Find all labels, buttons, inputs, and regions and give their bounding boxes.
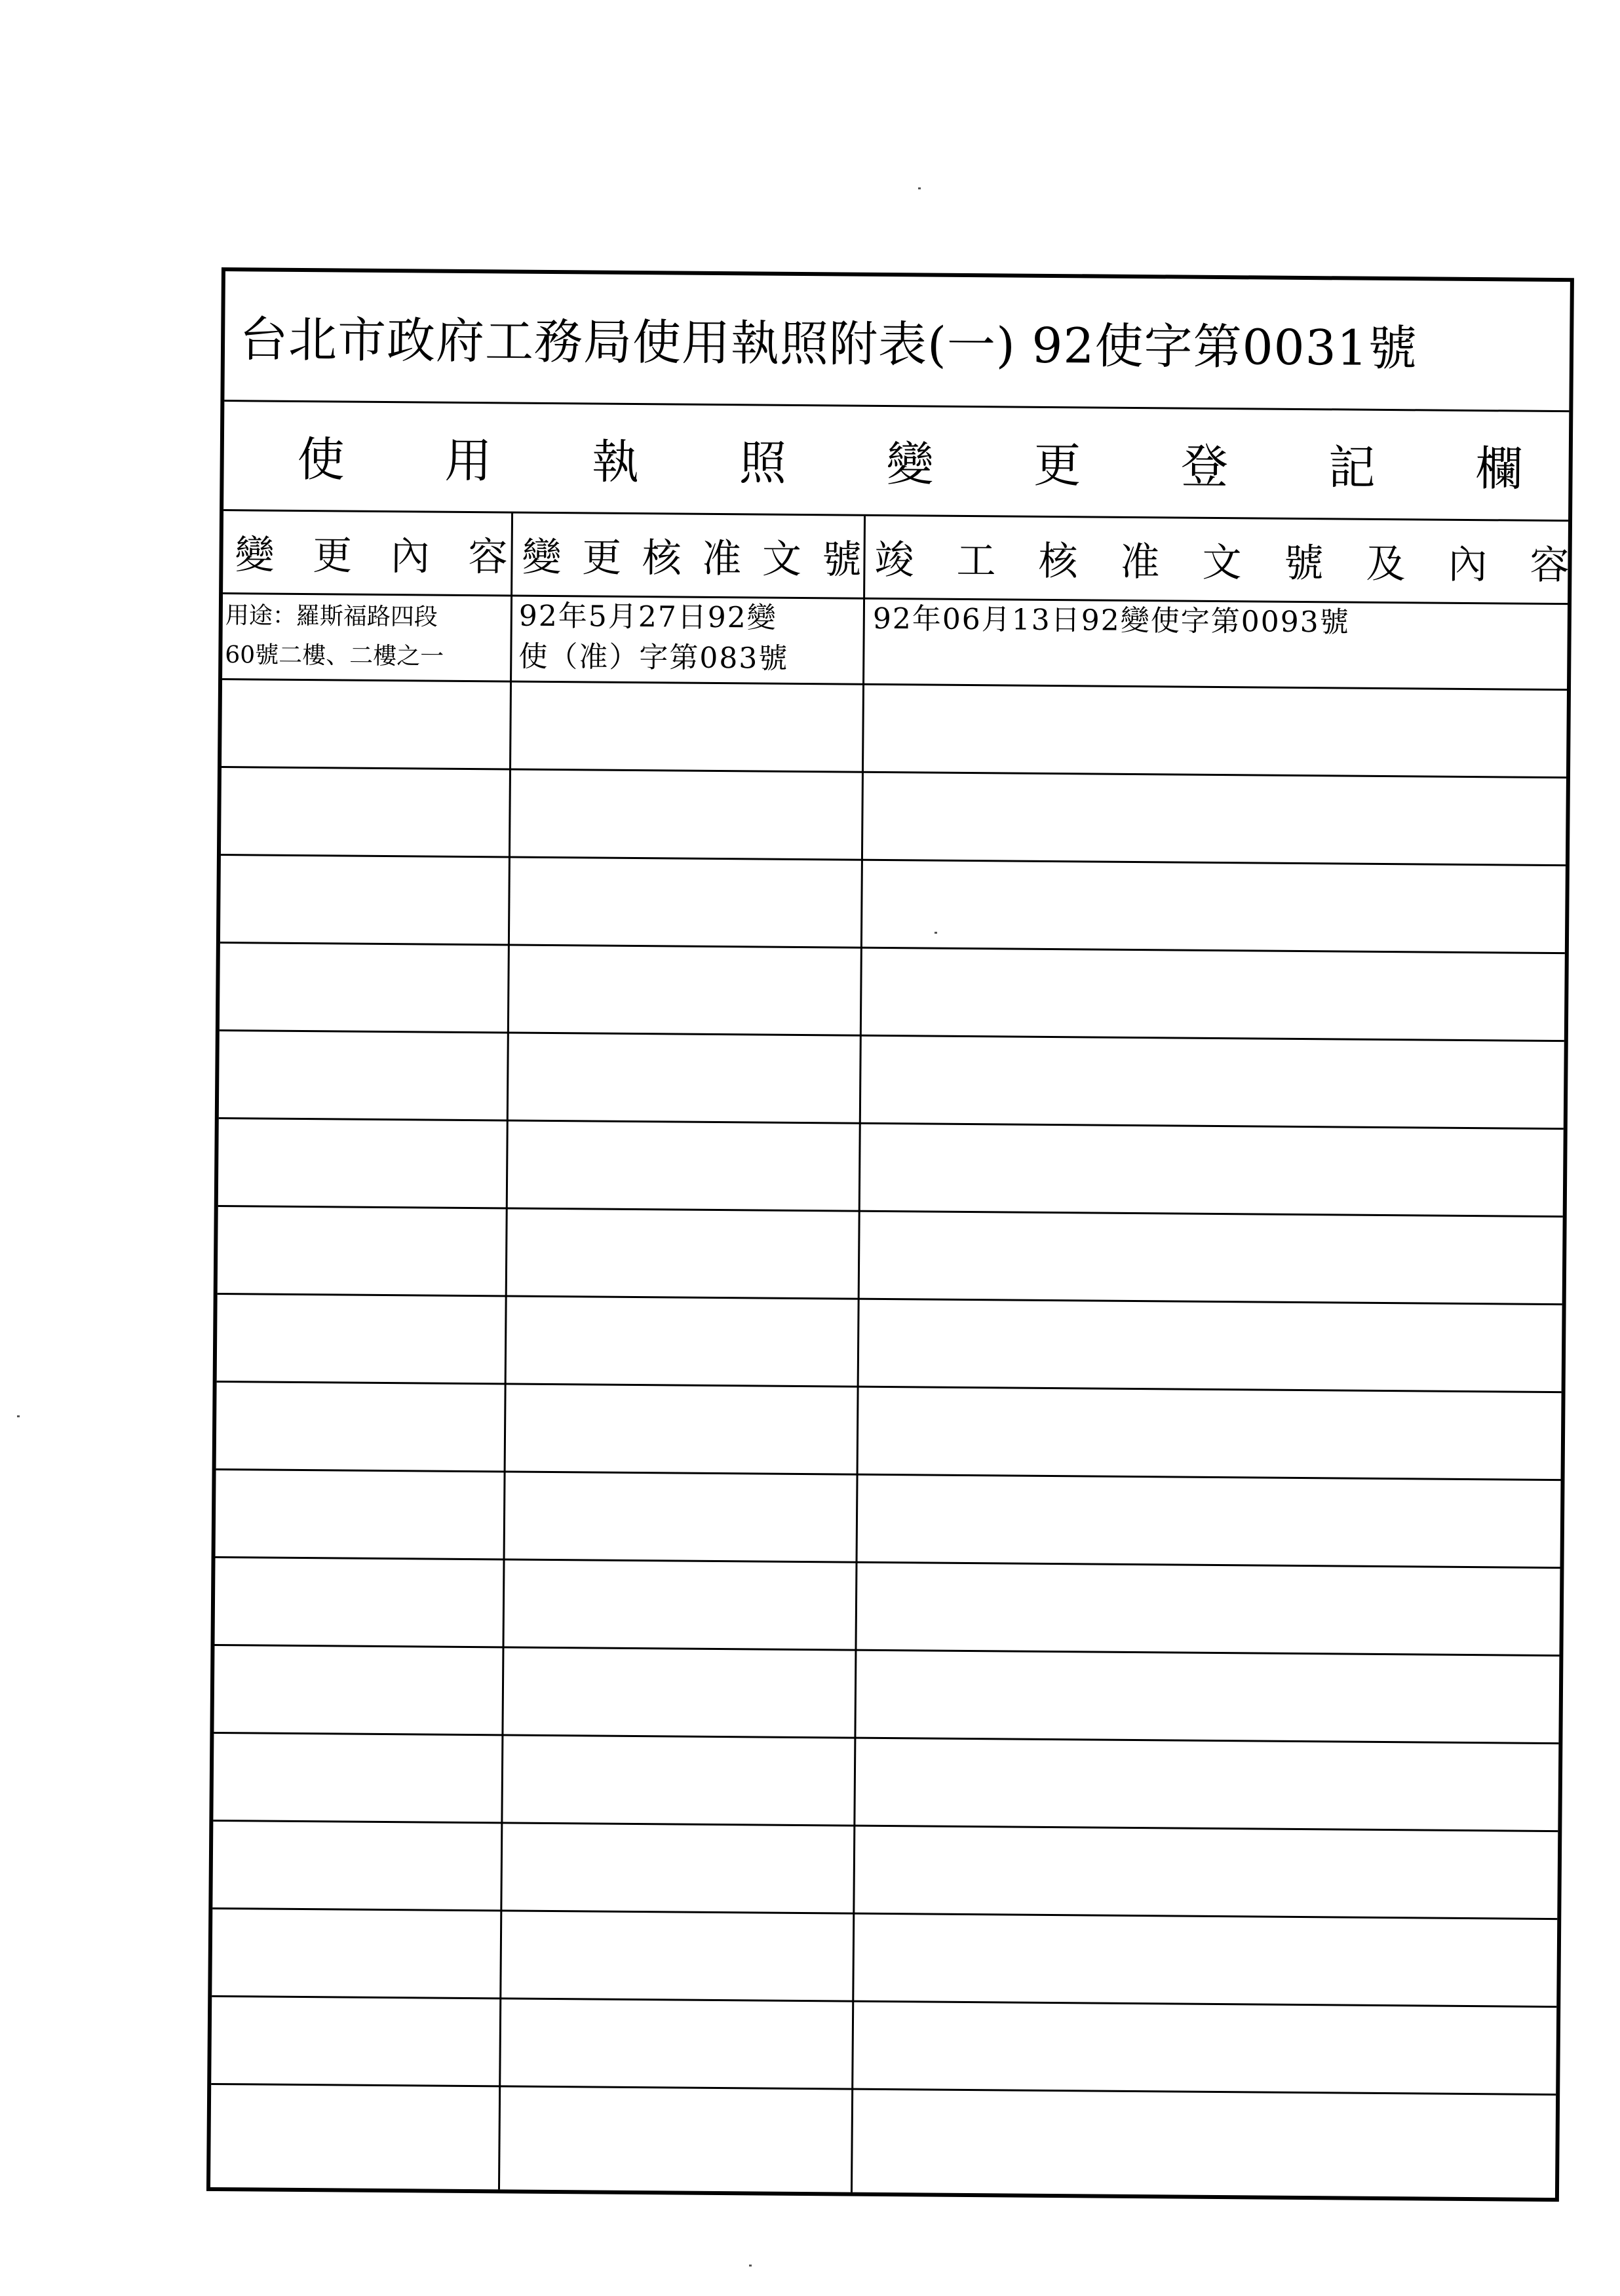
cell-line: 用途：羅斯福路四段 <box>225 602 438 631</box>
table-row-empty <box>213 1734 1558 1832</box>
header-char: 容 <box>1530 542 1570 589</box>
header-char: 及 <box>1366 541 1406 588</box>
scan-speck <box>918 187 921 189</box>
table-row-empty <box>214 1558 1560 1656</box>
section-heading-char: 記 <box>1328 439 1376 495</box>
table-row-empty <box>220 856 1566 954</box>
section-heading-char: 使 <box>297 431 345 487</box>
table-row-empty <box>221 768 1566 866</box>
table-row-empty <box>211 1997 1556 2095</box>
table-row <box>222 592 1568 691</box>
table-row-empty <box>212 1909 1557 2008</box>
scan-speck <box>749 2265 752 2267</box>
header-char: 准 <box>1120 539 1160 586</box>
cell-change-content <box>225 596 512 677</box>
table-row-empty <box>210 2085 1556 2183</box>
table-row-empty <box>220 944 1565 1042</box>
column-header-row <box>223 511 1568 605</box>
table-row-empty <box>218 1207 1563 1305</box>
column-header-approval-no <box>512 514 866 598</box>
header-char: 號 <box>1284 540 1324 587</box>
cell-line: 60號二樓、二樓之一 <box>225 641 444 670</box>
header-char: 變 <box>235 532 275 579</box>
header-char: 核 <box>642 535 682 582</box>
header-char: 更 <box>581 535 622 581</box>
header-char: 文 <box>762 536 802 583</box>
cell-approval-no <box>518 596 862 680</box>
section-heading-char: 欄 <box>1475 440 1523 497</box>
scan-speck <box>935 932 937 934</box>
header-char: 號 <box>822 537 862 583</box>
section-heading-char: 執 <box>591 433 640 489</box>
table-row-empty <box>218 1119 1564 1217</box>
column-header-completion <box>865 516 1572 603</box>
scan-speck <box>17 1415 20 1417</box>
header-char: 竣 <box>874 537 914 584</box>
table-row-empty <box>212 1822 1558 1920</box>
header-char: 工 <box>956 537 996 584</box>
table-row-empty <box>214 1646 1559 1744</box>
section-heading-char: 照 <box>739 434 787 491</box>
cell-line: 92年5月27日92變 <box>518 599 777 635</box>
table-row-empty <box>222 680 1567 778</box>
header-char: 內 <box>1448 541 1488 588</box>
header-char: 准 <box>702 535 742 583</box>
form-title: 台北市政府工務局使用執照附表(一) 92使字第0031號 <box>224 271 1570 412</box>
section-heading-char: 用 <box>444 432 492 488</box>
table-row-empty <box>217 1295 1562 1393</box>
column-header-change-content <box>223 511 513 594</box>
section-heading-char: 更 <box>1033 437 1081 493</box>
cell-completion <box>873 599 1350 643</box>
header-char: 內 <box>390 533 431 580</box>
registration-form <box>206 267 1574 2202</box>
section-heading <box>223 400 1569 522</box>
header-char: 更 <box>312 533 353 579</box>
cell-line: 使（准）字第083號 <box>518 640 789 676</box>
section-heading-char: 變 <box>886 436 934 492</box>
header-char: 核 <box>1038 538 1078 585</box>
header-char: 文 <box>1202 539 1242 586</box>
header-char: 容 <box>468 533 508 581</box>
table-row-empty <box>216 1383 1562 1481</box>
header-char: 變 <box>522 534 562 581</box>
table-row-empty <box>219 1031 1564 1130</box>
section-heading-char: 登 <box>1180 438 1229 494</box>
cell-line: 92年06月13日92變使字第0093號 <box>872 602 1350 640</box>
table-row-empty <box>216 1470 1561 1569</box>
